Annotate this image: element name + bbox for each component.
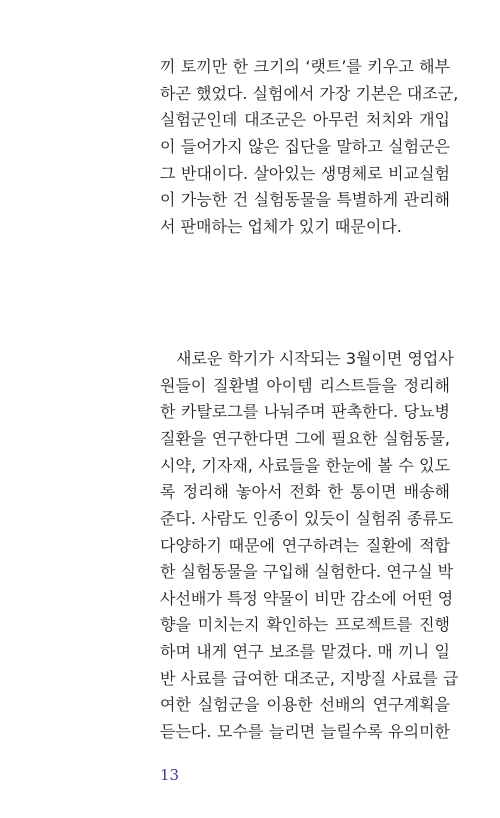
text-line: 하곤 했었다. 실험에서 가장 기본은 대조군, <box>160 84 459 103</box>
text-line: 서 판매하는 업체가 있기 때문이다. <box>160 217 402 236</box>
text-line: 질환을 연구한다면 그에 필요한 실험동물, <box>160 429 450 448</box>
page-number: 13 <box>160 766 180 784</box>
text-line: 이 가능한 건 실험동물을 특별하게 관리해 <box>160 190 450 209</box>
text-line: 반 사료를 급여한 대조군, 지방질 사료를 급 <box>160 669 459 688</box>
text-line: 여한 실험군을 이용한 선배의 연구계획을 <box>160 695 450 714</box>
text-line: 듣는다. 모수를 늘리면 늘릴수록 유의미한 <box>160 722 450 741</box>
text-line: 그 반대이다. 살아있는 생명체로 비교실험 <box>160 164 450 183</box>
text-line: 원들이 질환별 아이템 리스트들을 정리해 <box>160 376 450 395</box>
text-line: 다양하기 때문에 연구하려는 질환에 적합 <box>160 536 450 555</box>
text-line: 록 정리해 놓아서 전화 한 통이면 배송해 <box>160 482 450 501</box>
text-line: 끼 토끼만 한 크기의 ‘랫트’를 키우고 해부 <box>160 57 450 76</box>
text-line: 사선배가 특정 약물이 비만 감소에 어떤 영 <box>160 589 454 608</box>
text-line: 준다. 사람도 인종이 있듯이 실험쥐 종류도 <box>160 509 454 528</box>
text-line: 한 카탈로그를 나눠주며 판촉한다. 당뇨병 <box>160 402 450 421</box>
text-line: 이 들어가지 않은 집단을 말하고 실험군은 <box>160 137 450 156</box>
text-line: 하며 내게 연구 보조를 맡겼다. 매 끼니 일 <box>160 642 450 661</box>
text-line: 향을 미치는지 확인하는 프로젝트를 진행 <box>160 615 450 634</box>
text-line: 한 실험동물을 구입해 실험한다. 연구실 박 <box>160 562 454 581</box>
text-line: 시약, 기자재, 사료들을 한눈에 볼 수 있도 <box>160 456 450 475</box>
text-line: 새로운 학기가 시작되는 3월이면 영업사 <box>176 349 454 368</box>
text-line: 실험군인데 대조군은 아무런 처치와 개입 <box>160 110 450 129</box>
